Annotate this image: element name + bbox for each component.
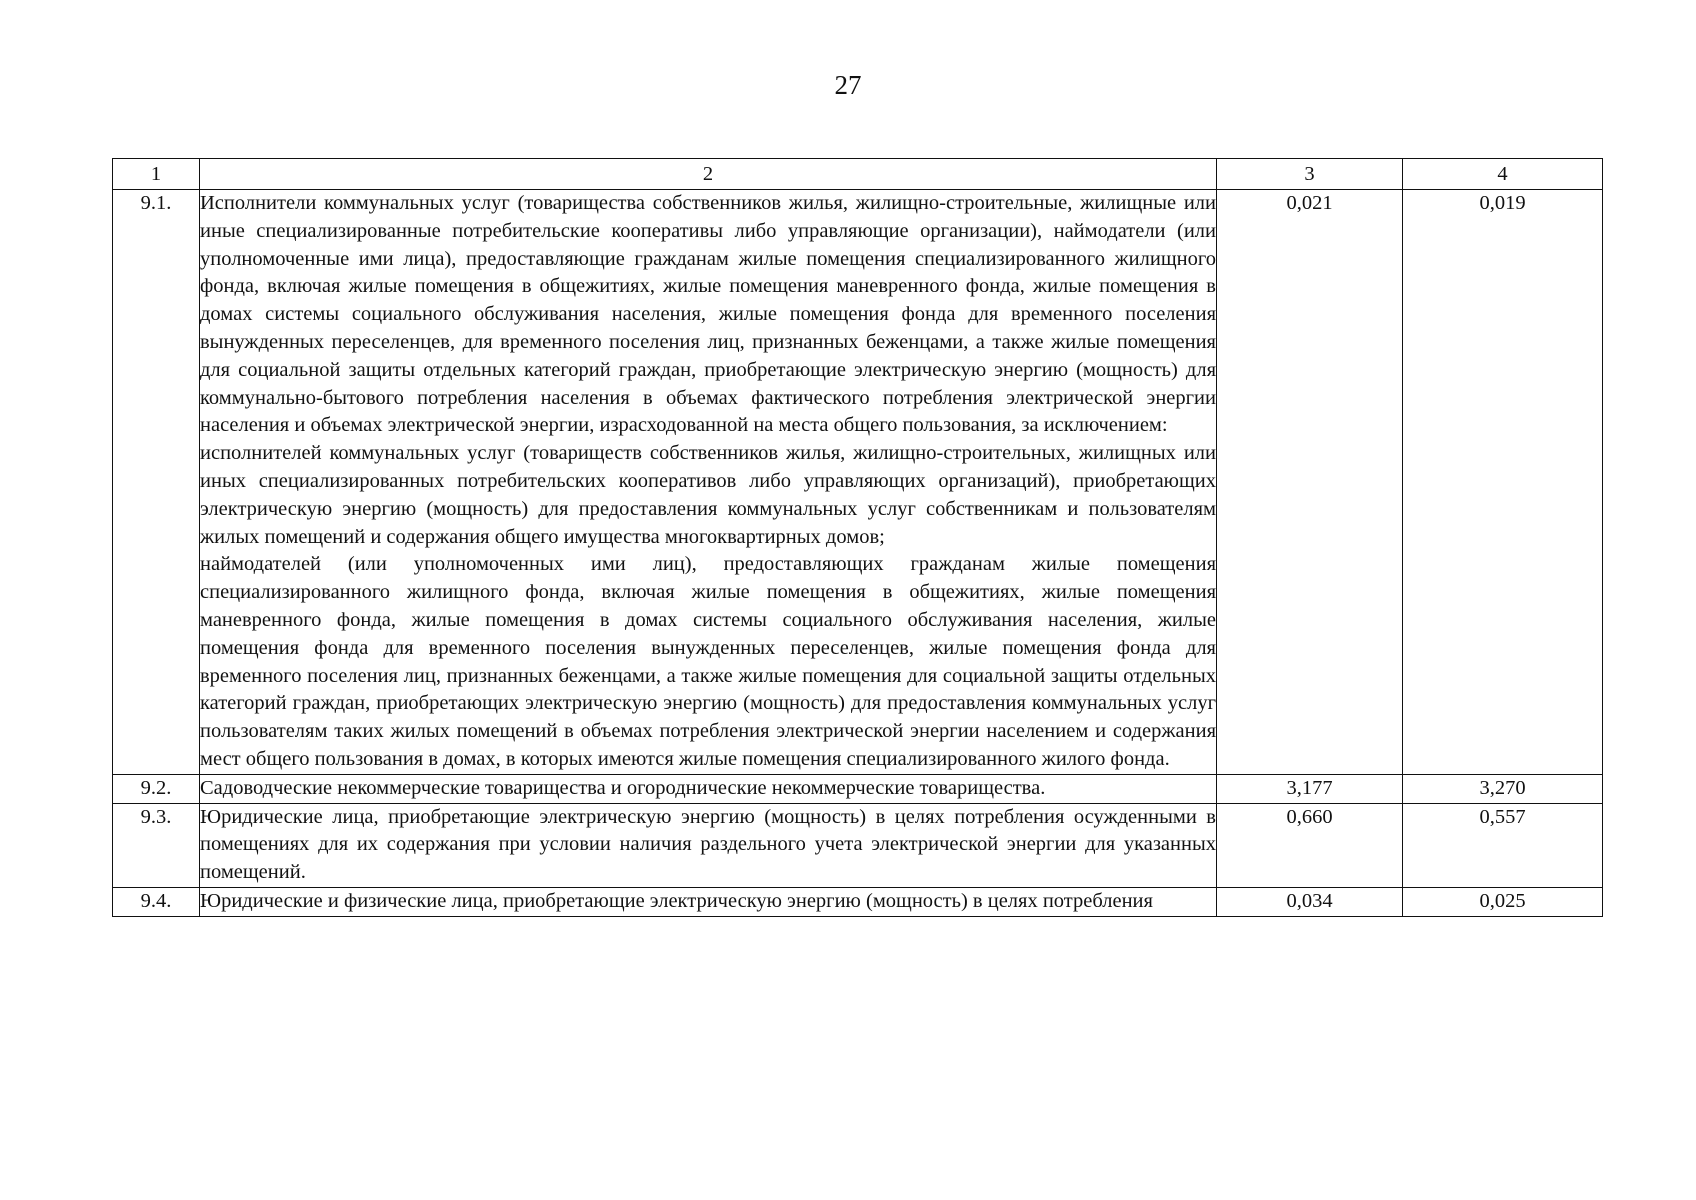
page-number: 27 [834,70,862,100]
row-description [200,803,1217,887]
header-col-1: 1 [113,159,200,190]
table-row-9-2 [113,774,1603,803]
header-row [113,159,1603,190]
description-paragraph: Юридические и физические лица, приобретающие электрическую энергию (мощность) в целях потребления [200,889,1153,912]
tariff-table [112,158,1603,917]
table-row-9-4 [113,887,1603,916]
table-row-9-1 [113,190,1603,775]
row-description [200,887,1217,916]
header-col-2: 2 [200,159,1217,190]
row-value-col-3: 0,021 [1217,190,1403,775]
row-value-col-4: 0,019 [1403,190,1603,775]
row-value-col-4: 0,025 [1403,887,1603,916]
row-value-col-4: 3,270 [1403,774,1603,803]
table-row-9-3 [113,803,1603,887]
row-value-col-3: 0,660 [1217,803,1403,887]
description-paragraph: исполнителей коммунальных услуг (товариществ собственников жилья, жилищно-строительных, жилищных или иных специализированных потребительских кооперативов либо управляющих организаций), приобретающих электрическую энергию (мощность) для предоставления коммунальных услуг собственникам и пользователям жилых помещений и содержания общего имущества многоквартирных домов; [200,442,1216,548]
header-col-3: 3 [1217,159,1403,190]
description-paragraph: наймодателей (или уполномоченных ими лиц), предоставляющих гражданам жилые помещения специализированного жилищного фонда, включая жилые помещения в общежитиях, жилые помещения маневренного фонда, жилые помещения в домах системы социального обслуживания населения, жилые помещения фонда для временного поселения вынужденных переселенцев, жилые помещения фонда для временного поселения лиц, признанных беженцами, а также жилые помещения для социальной защиты отдельных категорий граждан, приобретающих электрическую энергию (мощность) для предоставления коммунальных услуг пользователям таких жилых помещений в объемах потребления электрической энергии населением и содержания мест общего пользования в домах, в которых имеются жилые помещения специализированного жилого фонда. [200,553,1216,770]
description-paragraph: Исполнители коммунальных услуг (товарищества собственников жилья, жилищно-строительные, жилищные или иные специализированные потребительские кооперативы либо управляющие организации), наймодатели (или уполномоченные ими лица), предоставляющие гражданам жилые помещения специализированного жилищного фонда, включая жилые помещения в общежитиях, жилые помещения маневренного фонда, жилые помещения в домах системы социального обслуживания населения, жилые помещения фонда для временного поселения вынужденных переселенцев, для временного поселения лиц, признанных беженцами, а также жилые помещения для социальной защиты отдельных категорий граждан, приобретающие электрическую энергию (мощность) для коммунально-бытового потребления населения в объемах фактического потребления электрической энергии населения и объемах электрической энергии, израсходованной на места общего пользования, за исключением: [200,192,1216,437]
description-paragraph: Садоводческие некоммерческие товарищества и огороднические некоммерческие товарищества. [200,776,1046,799]
row-value-col-3: 0,034 [1217,887,1403,916]
row-number: 9.1. [113,190,200,775]
row-number: 9.3. [113,803,200,887]
description-paragraph: Юридические лица, приобретающие электрическую энергию (мощность) в целях потребления осужденными в помещениях для их содержания при условии наличия раздельного учета электрической энергии для указанных помещений. [200,805,1216,884]
row-number: 9.2. [113,774,200,803]
row-description [200,774,1217,803]
row-number: 9.4. [113,887,200,916]
row-description [200,190,1217,775]
row-value-col-3: 3,177 [1217,774,1403,803]
header-col-4: 4 [1403,159,1603,190]
row-value-col-4: 0,557 [1403,803,1603,887]
